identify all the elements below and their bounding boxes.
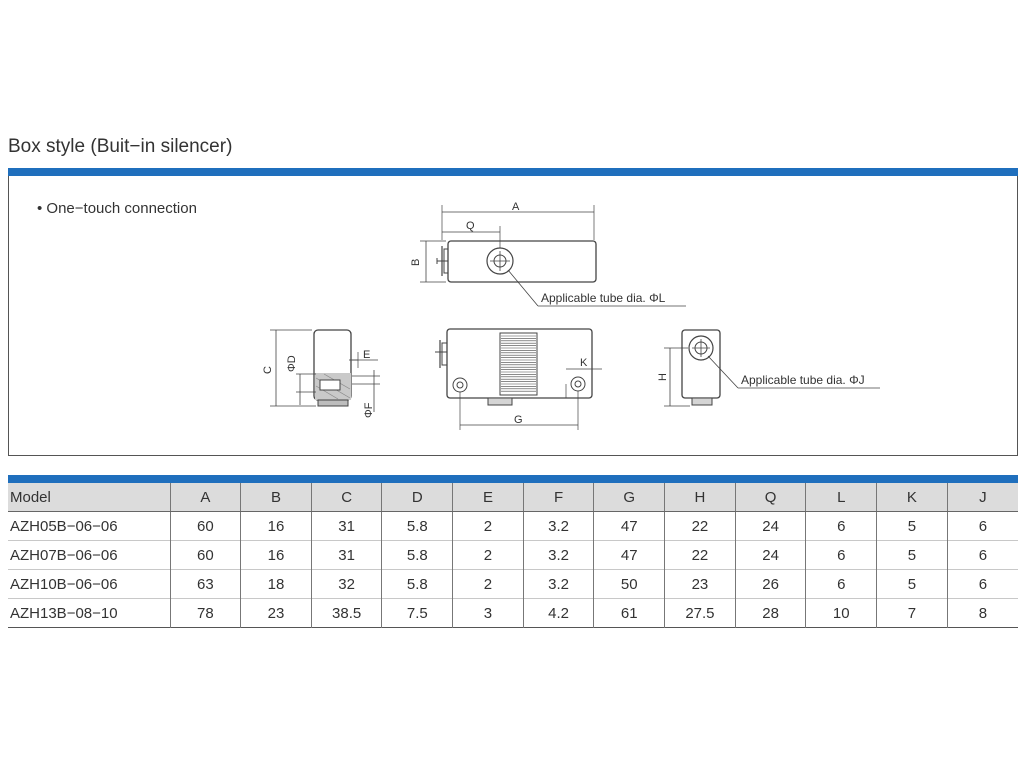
value-cell: 31 bbox=[311, 541, 382, 570]
column-header-q: Q bbox=[735, 483, 806, 512]
table-row bbox=[8, 512, 1018, 541]
value-cell: 27.5 bbox=[665, 599, 736, 628]
column-header-model: Model bbox=[8, 483, 170, 512]
table-row bbox=[8, 570, 1018, 599]
value-cell: 47 bbox=[594, 541, 665, 570]
end-view bbox=[664, 330, 880, 406]
value-cell: 6 bbox=[947, 541, 1018, 570]
column-header-c: C bbox=[311, 483, 382, 512]
value-cell: 3.2 bbox=[523, 512, 594, 541]
callout-tube-l: Applicable tube dia. ΦL bbox=[541, 291, 666, 305]
value-cell: 6 bbox=[806, 512, 877, 541]
column-header-f: F bbox=[523, 483, 594, 512]
section-title: Box style (Buit−in silencer) bbox=[8, 136, 233, 157]
table-row bbox=[8, 541, 1018, 570]
value-cell: 5.8 bbox=[382, 541, 453, 570]
value-cell: 23 bbox=[241, 599, 312, 628]
column-header-h: H bbox=[665, 483, 736, 512]
value-cell: 6 bbox=[947, 570, 1018, 599]
value-cell: 6 bbox=[806, 570, 877, 599]
value-cell: 7 bbox=[877, 599, 948, 628]
value-cell: 7.5 bbox=[382, 599, 453, 628]
value-cell: 4.2 bbox=[523, 599, 594, 628]
value-cell: 24 bbox=[735, 512, 806, 541]
value-cell: 10 bbox=[806, 599, 877, 628]
value-cell: 22 bbox=[665, 541, 736, 570]
column-header-j: J bbox=[947, 483, 1018, 512]
value-cell: 38.5 bbox=[311, 599, 382, 628]
value-cell: 16 bbox=[241, 512, 312, 541]
table-row bbox=[8, 599, 1018, 628]
value-cell: 50 bbox=[594, 570, 665, 599]
value-cell: 3.2 bbox=[523, 570, 594, 599]
dim-label-c: C bbox=[262, 366, 274, 374]
callout-tube-j: Applicable tube dia. ΦJ bbox=[741, 373, 865, 387]
dim-label-q: Q bbox=[466, 220, 475, 232]
value-cell: 2 bbox=[453, 512, 524, 541]
dimension-table bbox=[8, 475, 1018, 628]
value-cell: 78 bbox=[170, 599, 241, 628]
value-cell: 60 bbox=[170, 541, 241, 570]
value-cell: 5.8 bbox=[382, 570, 453, 599]
table-accent-bar bbox=[8, 475, 1018, 483]
column-header-e: E bbox=[453, 483, 524, 512]
value-cell: 60 bbox=[170, 512, 241, 541]
value-cell: 63 bbox=[170, 570, 241, 599]
dim-label-g: G bbox=[514, 414, 523, 426]
value-cell: 18 bbox=[241, 570, 312, 599]
value-cell: 3.2 bbox=[523, 541, 594, 570]
feature-bullet: • One−touch connection bbox=[37, 200, 197, 217]
dim-label-h: H bbox=[657, 373, 669, 381]
value-cell: 5 bbox=[877, 570, 948, 599]
dim-label-k: K bbox=[580, 357, 588, 369]
column-header-l: L bbox=[806, 483, 877, 512]
column-header-a: A bbox=[170, 483, 241, 512]
dim-label-f: ΦF bbox=[363, 402, 375, 418]
value-cell: 28 bbox=[735, 599, 806, 628]
value-cell: 8 bbox=[947, 599, 1018, 628]
value-cell: 32 bbox=[311, 570, 382, 599]
model-cell: AZH07B−06−06 bbox=[10, 546, 118, 564]
value-cell: 2 bbox=[453, 570, 524, 599]
value-cell: 24 bbox=[735, 541, 806, 570]
value-cell: 23 bbox=[665, 570, 736, 599]
column-header-k: K bbox=[877, 483, 948, 512]
value-cell: 61 bbox=[594, 599, 665, 628]
dim-label-d: ΦD bbox=[286, 355, 298, 372]
column-header-d: D bbox=[382, 483, 453, 512]
dim-label-b: B bbox=[410, 258, 422, 266]
value-cell: 47 bbox=[594, 512, 665, 541]
value-cell: 16 bbox=[241, 541, 312, 570]
value-cell: 31 bbox=[311, 512, 382, 541]
value-cell: 5 bbox=[877, 512, 948, 541]
column-header-b: B bbox=[241, 483, 312, 512]
value-cell: 26 bbox=[735, 570, 806, 599]
value-cell: 3 bbox=[453, 599, 524, 628]
model-cell: AZH05B−06−06 bbox=[10, 517, 118, 535]
value-cell: 5.8 bbox=[382, 512, 453, 541]
value-cell: 22 bbox=[665, 512, 736, 541]
model-cell: AZH10B−06−06 bbox=[10, 575, 118, 593]
value-cell: 6 bbox=[947, 512, 1018, 541]
value-cell: 2 bbox=[453, 541, 524, 570]
value-cell: 5 bbox=[877, 541, 948, 570]
dim-label-a: A bbox=[512, 201, 520, 213]
model-cell: AZH13B−08−10 bbox=[10, 604, 118, 622]
column-header-g: G bbox=[594, 483, 665, 512]
dim-label-e: E bbox=[363, 349, 371, 361]
table-header-row bbox=[8, 483, 1018, 512]
value-cell: 6 bbox=[806, 541, 877, 570]
